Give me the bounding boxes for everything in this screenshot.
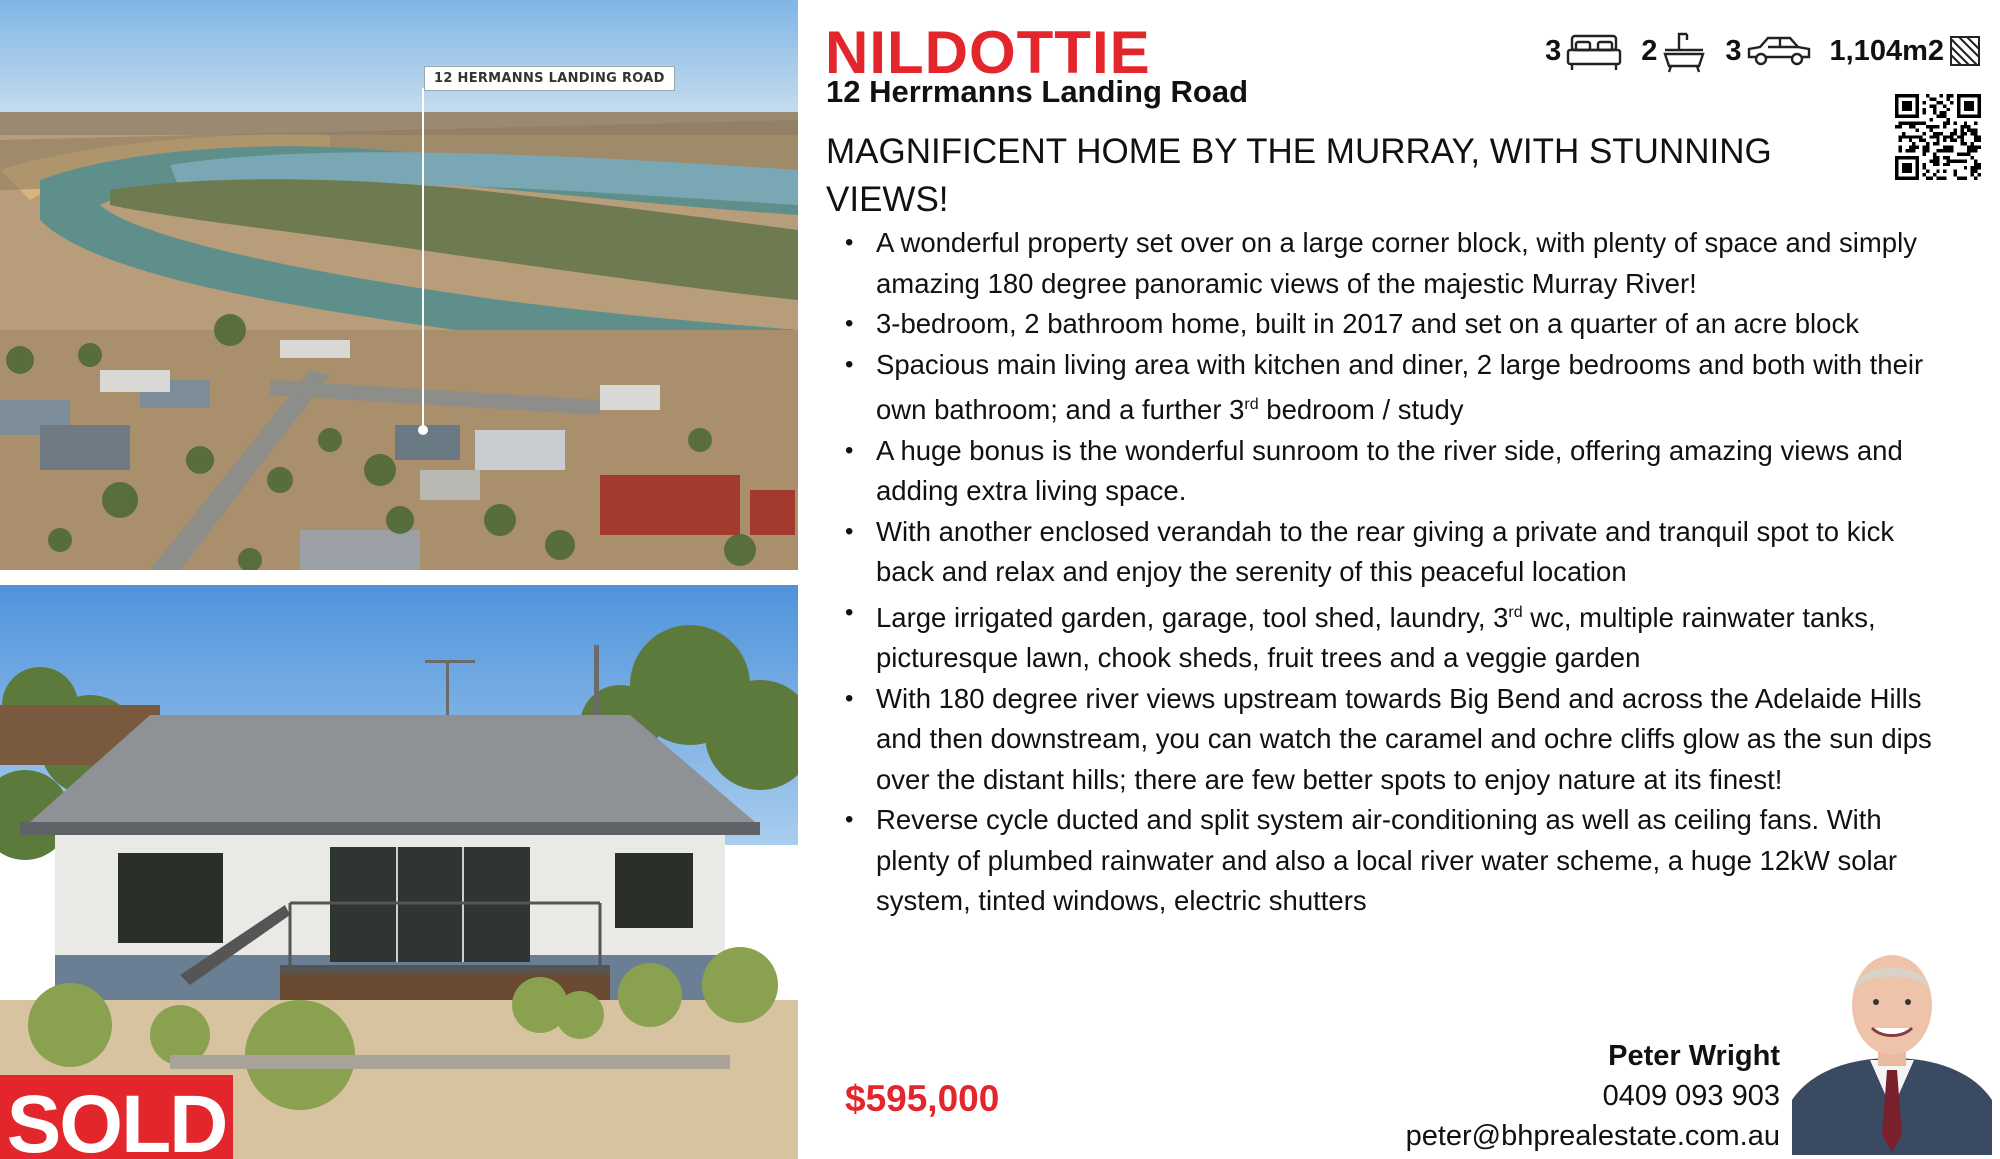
agent-email[interactable]: peter@bhprealestate.com.au xyxy=(1405,1120,1780,1152)
land-area-icon xyxy=(1948,34,1982,68)
car-space-count: 3 xyxy=(1725,34,1742,67)
list-item: • With another enclosed verandah to the rear giving a private and tranquil spot to kick back and relax and enjoy the serenity of this peaceful location xyxy=(845,512,1940,593)
car-icon xyxy=(1746,33,1812,69)
price-label: $595,000 xyxy=(845,1078,1000,1119)
property-pin-line xyxy=(422,88,424,428)
agent-name: Peter Wright xyxy=(1608,1040,1780,1072)
list-item: • 3-bedroom, 2 bathroom home, built in 2017 and set on a quarter of an acre block xyxy=(845,304,1940,345)
feature-icons-row xyxy=(1531,28,1982,74)
list-item: • Large irrigated garden, garage, tool shed, laundry, 3rd wc, multiple rainwater tanks, picturesque lawn, chook sheds, fruit trees and a veggie garden xyxy=(845,593,1940,679)
sold-badge: SOLD xyxy=(0,1075,233,1159)
feature-bullet-list xyxy=(845,223,1940,922)
agent-phone[interactable]: 0409 093 903 xyxy=(1602,1080,1780,1112)
list-item: • With 180 degree river views upstream towards Big Bend and across the Adelaide Hills and then downstream, you can watch the caramel and ochre cliffs glow as the sun dips over the distant hills; there are few better spots to enjoy nature at its finest! xyxy=(845,679,1940,801)
bath-icon xyxy=(1661,28,1707,74)
aerial-photo xyxy=(0,0,798,570)
land-area-value: 1,104m2 xyxy=(1829,34,1944,67)
qr-code[interactable] xyxy=(1895,94,1981,180)
bathroom-count: 2 xyxy=(1641,34,1658,67)
property-pin-label: 12 HERMANNS LANDING ROAD xyxy=(424,66,675,91)
list-item: • A huge bonus is the wonderful sunroom to the river side, offering amazing views and adding extra living space. xyxy=(845,431,1940,512)
list-item: • A wonderful property set over on a large corner block, with plenty of space and simply amazing 180 degree panoramic views of the majestic Murray River! xyxy=(845,223,1940,304)
house-photo xyxy=(0,585,798,1159)
property-pin-dot xyxy=(418,425,428,435)
suburb-title: NILDOTTIE xyxy=(825,19,1151,86)
agent-portrait xyxy=(1792,940,1992,1155)
bedroom-count: 3 xyxy=(1545,34,1562,67)
list-item: • Spacious main living area with kitchen and diner, 2 large bedrooms and both with their own bathroom; and a further 3rd bedroom / study xyxy=(845,345,1940,431)
listing-headline: MAGNIFICENT HOME BY THE MURRAY, WITH STUNNING VIEWS! xyxy=(826,132,1772,219)
list-item: • Reverse cycle ducted and split system air-conditioning as well as ceiling fans. With plenty of plumbed rainwater and also a local river water scheme, a huge 12kW solar system, tinted windows, electric shutters xyxy=(845,800,1940,922)
bed-icon xyxy=(1565,30,1623,72)
street-address: 12 Herrmanns Landing Road xyxy=(826,74,1249,109)
